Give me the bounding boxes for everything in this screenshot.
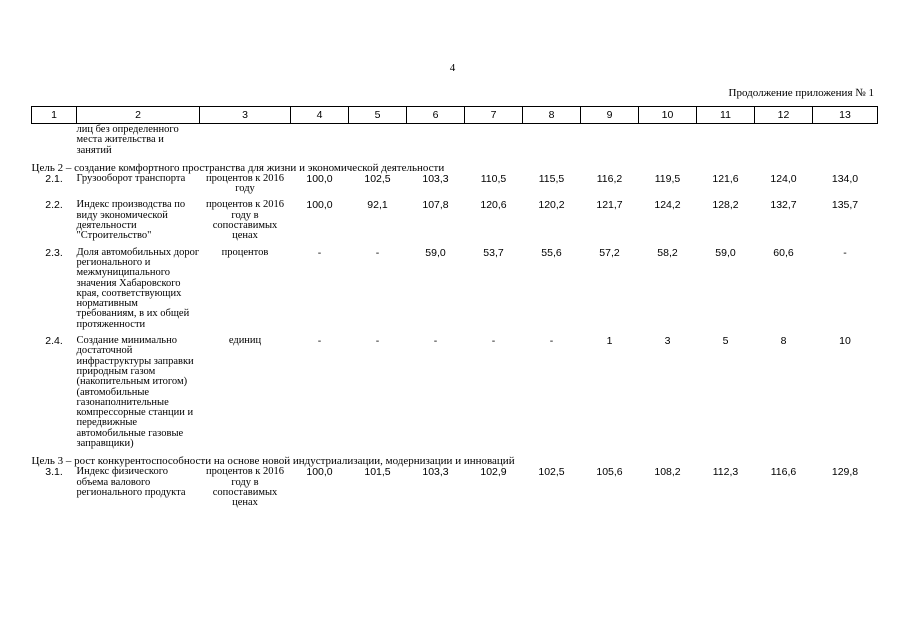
goal-2-heading: Цель 2 – создание комфортного пространства для жизни и экономической деятельности (31, 161, 445, 174)
col-header-10: 10 (639, 107, 697, 124)
value-cell: 3 (664, 335, 671, 348)
value-cell: 124,0 (770, 172, 797, 185)
value-cell: 124,2 (654, 199, 681, 212)
value-cell: - (843, 246, 847, 259)
value-cell: 57,2 (599, 246, 620, 259)
col-header-1: 1 (32, 107, 77, 124)
value-cell: 116,2 (596, 172, 623, 185)
table-row (32, 336, 878, 455)
header-row (32, 107, 878, 124)
value-cell: 58,2 (657, 246, 678, 259)
value-cell: 108,2 (654, 466, 681, 479)
col-header-3: 3 (200, 107, 291, 124)
value-cell: 60,6 (773, 246, 794, 259)
value-cell: 55,6 (541, 246, 562, 259)
col-header-12: 12 (755, 107, 813, 124)
value-cell: 135,7 (831, 199, 859, 212)
value-cell: 102,5 (364, 172, 391, 185)
value-cell: 92,1 (367, 199, 388, 212)
value-cell: 121,6 (712, 172, 739, 185)
value-cell: 115,5 (538, 172, 565, 185)
row-number: 2.1. (45, 172, 63, 185)
value-cell: 107,8 (422, 199, 449, 212)
indicator-name: Индекс физического объема валового регионального продукта (76, 466, 186, 498)
value-cell: 1 (606, 335, 613, 348)
indicator-name: Грузооборот транспорта (76, 172, 186, 184)
value-cell: 112,3 (712, 466, 739, 479)
col-header-8: 8 (523, 107, 581, 124)
value-cell: - (549, 335, 554, 348)
indicator-name: Доля автомобильных дорог регионального и межмуниципального значения Хабаровского края, соответствующих нормативным требованиям, в их общей протяженности (76, 246, 200, 330)
unit: процентов к 2016 году в сопоставимых ценах (205, 199, 285, 242)
goal-3-heading: Цель 3 – рост конкурентоспособности на основе новой индустриализации, модернизации и инноваций (31, 455, 515, 468)
unit: процентов (221, 246, 269, 258)
appendix-caption: Продолжение приложения № 1 (728, 87, 874, 99)
value-cell: 102,9 (480, 466, 507, 479)
indicator-name: Создание минимально достаточной инфраструктуры заправки природным газом (накопительным итогом) (автомобильные газонаполнительные компрессорные станции и передвижные автомобильные газовые заправщики) (76, 335, 194, 450)
value-cell: - (433, 335, 438, 348)
col-header-2: 2 (77, 107, 200, 124)
row-number: 2.2. (45, 199, 63, 212)
table-row (32, 174, 878, 201)
value-cell: 10 (839, 335, 851, 348)
value-cell: 101,5 (364, 466, 391, 479)
col-header-6: 6 (407, 107, 465, 124)
col-header-5: 5 (349, 107, 407, 124)
value-cell: 8 (780, 335, 787, 348)
value-cell: 129,8 (831, 466, 859, 479)
value-cell: - (375, 246, 380, 259)
value-cell: - (491, 335, 496, 348)
col-header-9: 9 (581, 107, 639, 124)
col-header-13: 13 (813, 107, 878, 124)
unit: процентов к 2016 году в сопоставимых ценах (205, 466, 285, 509)
value-cell: 110,5 (480, 172, 507, 185)
col-header-11: 11 (697, 107, 755, 124)
indicator-name: лиц без определенного места жительства и занятий (76, 124, 179, 156)
value-cell: 103,3 (422, 172, 449, 185)
unit: процентов к 2016 году (205, 172, 285, 195)
value-cell: - (375, 335, 380, 348)
value-cell: 103,3 (422, 466, 449, 479)
value-cell: - (317, 246, 322, 259)
indicators-table (31, 106, 878, 509)
table-row (32, 248, 878, 336)
row-number: 3.1. (45, 466, 63, 479)
value-cell: 59,0 (425, 246, 446, 259)
indicator-name: Индекс производства по виду экономической деятельности "Строительство" (76, 199, 186, 242)
page-number: 4 (449, 62, 456, 74)
row-number: 2.4. (45, 335, 63, 348)
value-cell: 119,5 (654, 172, 681, 185)
value-cell: 128,2 (712, 199, 739, 212)
value-cell: 100,0 (306, 199, 333, 212)
value-cell: 132,7 (770, 199, 797, 212)
col-header-4: 4 (291, 107, 349, 124)
value-cell: 100,0 (306, 466, 333, 479)
table-row (32, 467, 878, 508)
value-cell: 59,0 (715, 246, 736, 259)
col-header-7: 7 (465, 107, 523, 124)
value-cell: - (317, 335, 322, 348)
table-row (32, 200, 878, 247)
value-cell: 105,6 (596, 466, 623, 479)
value-cell: 134,0 (831, 172, 859, 185)
value-cell: 120,6 (480, 199, 507, 212)
value-cell: 120,2 (538, 199, 565, 212)
value-cell: 102,5 (538, 466, 565, 479)
value-cell: 116,6 (770, 466, 797, 479)
value-cell: 121,7 (596, 199, 623, 212)
value-cell: 5 (722, 335, 729, 348)
table-header (32, 107, 878, 124)
value-cell: 100,0 (306, 172, 333, 185)
value-cell: 53,7 (483, 246, 504, 259)
row-number: 2.3. (45, 246, 63, 259)
table-row-continuation (32, 124, 878, 162)
unit: единиц (228, 335, 262, 347)
